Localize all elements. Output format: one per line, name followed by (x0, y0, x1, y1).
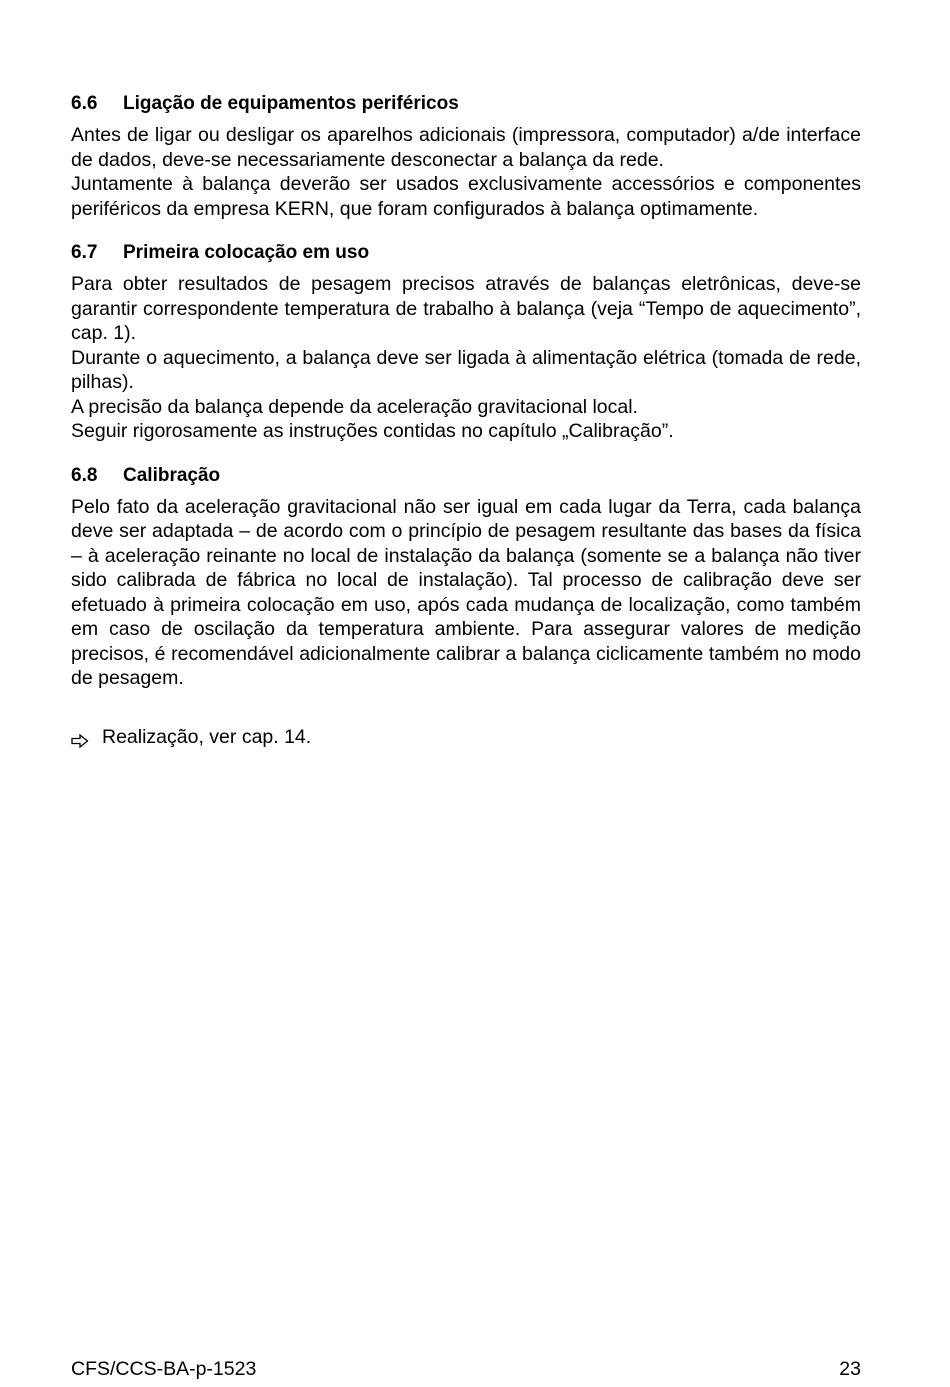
document-page (71, 92, 861, 749)
section-title: Primeira colocação em uso (123, 242, 370, 263)
procedure-text: Realização, ver cap. 14. (102, 725, 312, 748)
section-number: 6.6 (71, 93, 98, 114)
section-6-7 (71, 241, 861, 444)
paragraph: Juntamente à balança deverão ser usados exclusivamente accessórios e componentes periféricos da empresa KERN, que foram configurados à balança optimamente. (71, 173, 861, 220)
paragraph: Antes de ligar ou desligar os aparelhos adicionais (impressora, computador) a/de interface de dados, deve-se necessariamente desconectar a balança da rede. (71, 124, 861, 171)
section-title: Ligação de equipamentos periféricos (123, 93, 459, 114)
paragraph: Durante o aquecimento, a balança deve ser ligada à alimentação elétrica (tomada de rede, pilhas). (71, 346, 861, 393)
paragraph: A precisão da balança depende da aceleração gravitacional local. (71, 395, 638, 418)
page-number: 23 (839, 1358, 861, 1380)
arrow-right-outline-icon (71, 730, 89, 744)
section-6-6 (71, 92, 861, 221)
section-title: Calibração (123, 464, 221, 486)
procedure-step (71, 725, 861, 750)
section-heading (71, 464, 861, 488)
section-6-8 (71, 464, 861, 691)
section-heading (71, 92, 861, 116)
section-number: 6.7 (71, 242, 98, 263)
paragraph: Pelo fato da aceleração gravitacional não ser igual em cada lugar da Terra, cada balança deve ser adaptada – de acordo com o princípio de pesagem resultante das bases da física – à aceleração reinante no local de instalação da balança (somente se a balança não tiver sido calibrada de fábrica no local de instalação). Tal processo de calibração deve ser efetuado à primeira colocação em uso, após cada mudança de localização, como também em caso de oscilação da temperatura ambiente. Para assegurar valores de medição precisos, é recomendável adicionalmente calibrar a balança ciclicamente também no modo de pesagem. (71, 495, 861, 689)
section-number: 6.8 (71, 464, 98, 486)
paragraph: Seguir rigorosamente as instruções contidas no capítulo „Calibração”. (71, 420, 674, 442)
paragraph: Para obter resultados de pesagem precisos através de balanças eletrônicas, deve-se garantir correspondente temperatura de trabalho à balança (veja “Tempo de aquecimento”, cap. 1). (71, 273, 861, 344)
document-id: CFS/CCS-BA-p-1523 (71, 1358, 257, 1380)
section-heading (71, 241, 861, 265)
page-footer (71, 1357, 861, 1381)
